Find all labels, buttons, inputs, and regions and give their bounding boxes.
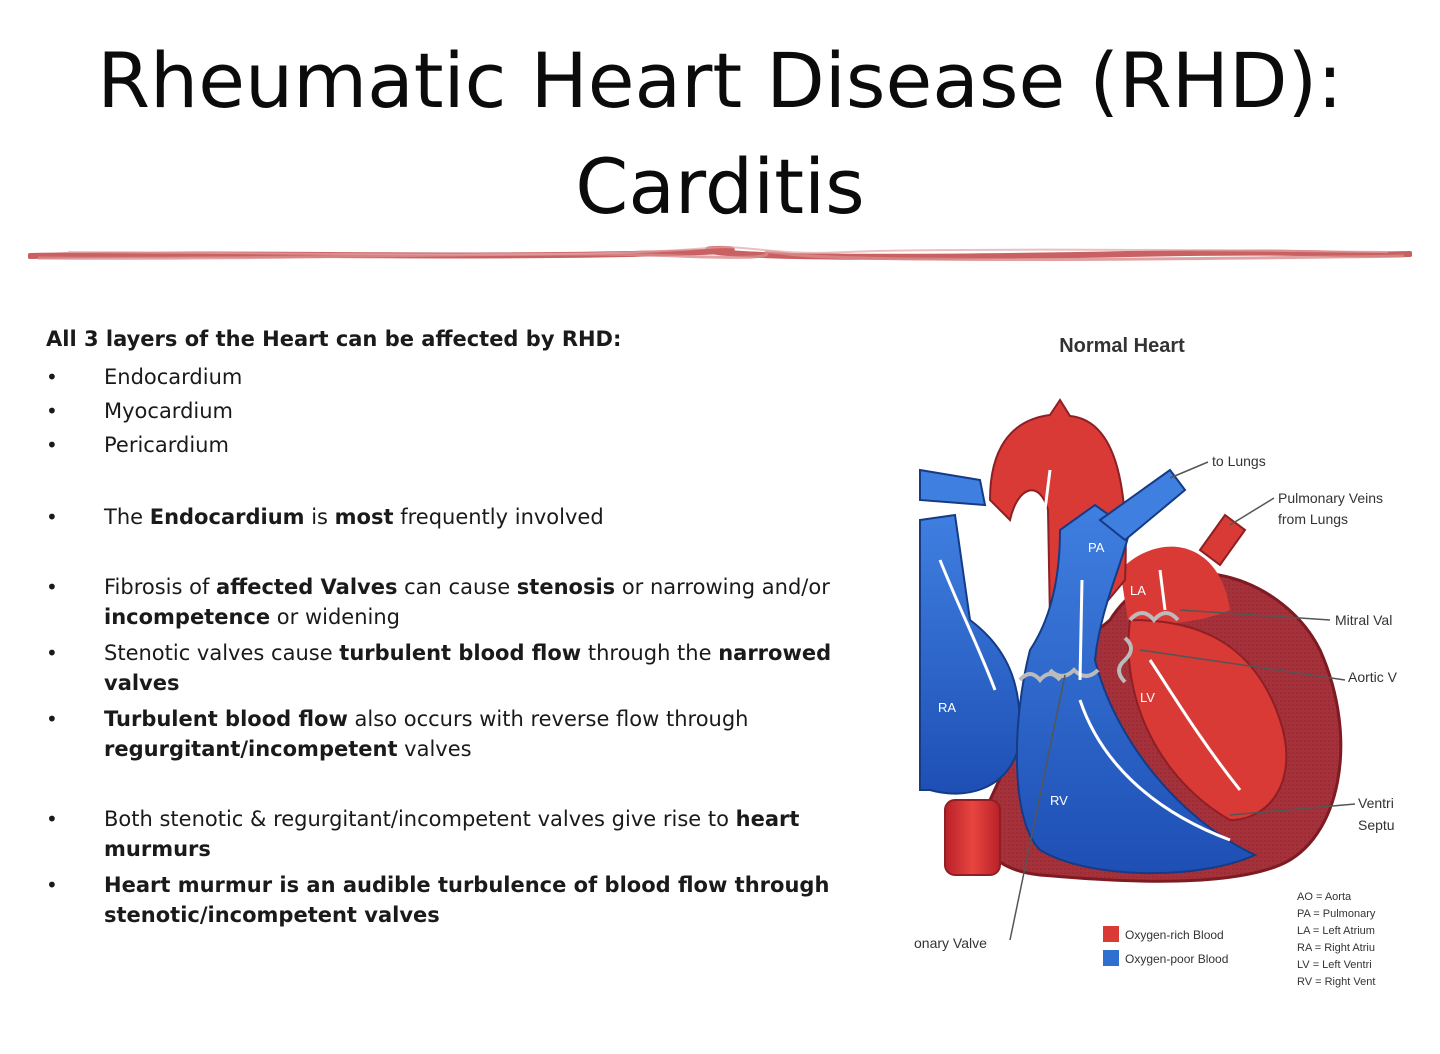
slide-body — [46, 322, 876, 930]
leader-line — [1230, 498, 1274, 525]
key-rv: RV = Right Vent — [1297, 976, 1376, 988]
list-item-pericardium: • Pericardium — [46, 428, 876, 462]
diagram-title: Normal Heart — [1059, 335, 1185, 357]
label-ra: RA — [938, 700, 957, 715]
label-to-lungs: to Lungs — [1212, 453, 1266, 469]
legend-rich-label: Oxygen-rich Blood — [1125, 928, 1224, 942]
label-aortic-valve: Aortic V — [1348, 669, 1398, 685]
label-septum-1: Ventri — [1358, 795, 1394, 811]
bullet-endocardium-involved: • The Endocardium is most frequently involved — [46, 502, 876, 532]
bullet-turbulent-flow: • Turbulent blood flow also occurs with reverse flow through regurgitant/incompetent valves — [46, 704, 876, 764]
list-item-myocardium: • Myocardium — [46, 394, 876, 428]
legend-poor-label: Oxygen-poor Blood — [1125, 952, 1229, 966]
label-mitral-valve: Mitral Val — [1335, 612, 1393, 628]
bullet-murmur-definition: • Heart murmur is an audible turbulence of blood flow through stenotic/incompetent valves — [46, 870, 876, 930]
key-pa: PA = Pulmonary — [1297, 908, 1376, 920]
right-atrium — [920, 515, 1020, 794]
label-rv: RV — [1050, 793, 1068, 808]
pulmonary-artery-branch-left — [920, 470, 985, 505]
slide-title — [0, 28, 1440, 240]
label-lv: LV — [1140, 690, 1155, 705]
key-la: LA = Left Atrium — [1297, 925, 1375, 937]
title-divider — [28, 238, 1412, 270]
label-septum-2: Septu — [1358, 817, 1395, 833]
bullet-list — [46, 360, 876, 930]
bullet-fibrosis: • Fibrosis of affected Valves can cause stenosis or narrowing and/or incompetence or widening — [46, 572, 876, 632]
key-ra: RA = Right Atriu — [1297, 942, 1375, 954]
abbreviation-key — [1297, 891, 1376, 988]
title-line-1: Rheumatic Heart Disease (RHD): — [97, 36, 1343, 125]
legend-swatch-poor — [1103, 950, 1119, 966]
legend-swatch-rich — [1103, 926, 1119, 942]
label-pulmonary-veins-1: Pulmonary Veins — [1278, 490, 1384, 506]
flow-arrow — [1080, 580, 1082, 680]
pulmonary-veins — [1200, 515, 1245, 565]
heart-diagram — [900, 320, 1420, 1010]
label-la: LA — [1130, 583, 1146, 598]
inferior-vena-cava — [945, 800, 1000, 875]
leader-line — [1170, 462, 1208, 478]
bullet-stenotic-valves: • Stenotic valves cause turbulent blood flow through the narrowed valves — [46, 638, 876, 698]
intro-text: All 3 layers of the Heart can be affected by RHD: — [46, 327, 622, 351]
key-ao: AO = Aorta — [1297, 891, 1352, 903]
title-line-2: Carditis — [575, 142, 865, 231]
label-ao: AO — [995, 528, 1014, 543]
list-item-endocardium: • Endocardium — [46, 360, 876, 394]
key-lv: LV = Left Ventri — [1297, 959, 1372, 971]
label-pulmonary-valve: onary Valve — [914, 935, 987, 951]
label-pulmonary-veins-2: from Lungs — [1278, 511, 1349, 527]
bullet-heart-murmurs: • Both stenotic & regurgitant/incompetent valves give rise to heart murmurs — [46, 804, 876, 864]
label-pa: PA — [1088, 540, 1105, 555]
